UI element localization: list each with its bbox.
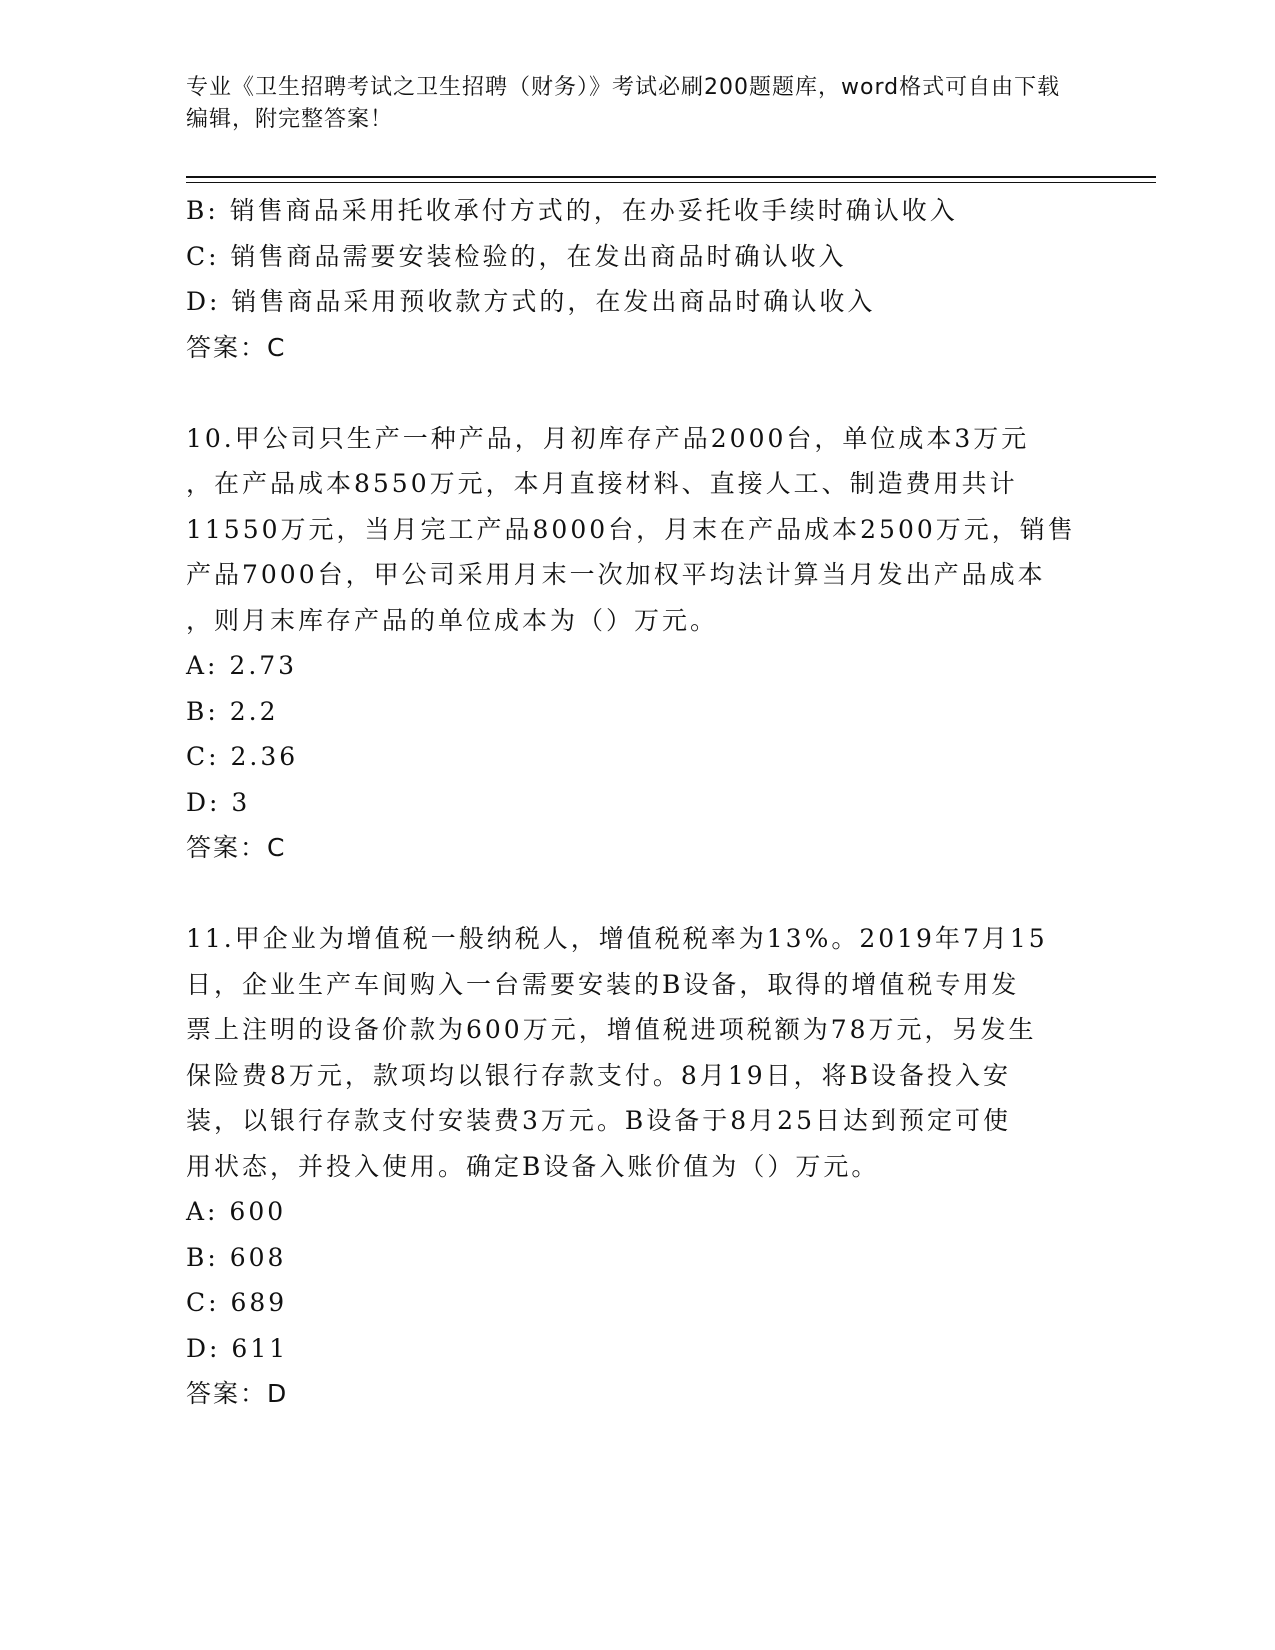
spacer <box>186 871 1086 917</box>
option-a: A: 2.73 <box>186 651 298 680</box>
question-stem-line: ，在产品成本8550万元，本月直接材料、直接人工、制造费用共计 <box>186 469 1018 498</box>
answer: 答案：C <box>186 332 287 362</box>
question-stem-line: 11.甲企业为增值税一般纳税人，增值税税率为13%。2019年7月15 <box>186 924 1048 953</box>
option-b: B: 608 <box>186 1242 287 1272</box>
option-b: B: 销售商品采用托收承付方式的，在办妥托收手续时确认收入 <box>186 196 958 225</box>
question-stem-line: 保险费8万元，款项均以银行存款支付。8月19日，将B设备投入安 <box>186 1060 1011 1090</box>
option-d: D: 611 <box>186 1333 289 1363</box>
question-stem-line: ，则月末库存产品的单位成本为（）万元。 <box>186 605 719 635</box>
question-stem-line: 票上注明的设备价款为600万元，增值税进项税额为78万元，另发生 <box>186 1015 1037 1044</box>
question-stem-line: 装，以银行存款支付安装费3万元。B设备于8月25日达到预定可使 <box>186 1106 1011 1135</box>
spacer <box>186 370 1086 416</box>
header-rule-thick <box>186 176 1156 178</box>
header-rule-thin <box>186 182 1156 183</box>
question-stem-line: 日，企业生产车间购入一台需要安装的B设备，取得的增值税专用发 <box>186 969 1020 999</box>
option-d: D: 销售商品采用预收款方式的，在发出商品时确认收入 <box>186 287 876 316</box>
answer: 答案：D <box>186 1379 289 1408</box>
question-10 <box>186 416 1086 871</box>
question-stem-line: 产品7000台，甲公司采用月末一次加权平均法计算当月发出产品成本 <box>186 560 1046 589</box>
question-stem-line: 用状态，并投入使用。确定B设备入账价值为（）万元。 <box>186 1151 880 1181</box>
question-11 <box>186 916 1086 1417</box>
answer: 答案：C <box>186 833 287 862</box>
option-b: B: 2.2 <box>186 696 279 726</box>
option-c: C: 销售商品需要安装检验的，在发出商品时确认收入 <box>186 241 847 271</box>
option-a: A: 600 <box>186 1197 287 1226</box>
option-c: C: 689 <box>186 1288 288 1317</box>
question-stem-line: 10.甲公司只生产一种产品，月初库存产品2000台，单位成本3万元 <box>186 423 1030 453</box>
document-header: 专业《卫生招聘考试之卫生招聘（财务）》考试必刷200题题库，word格式可自由下载编辑，附完整答案！ <box>186 75 1061 132</box>
question-stem-line: 11550万元，当月完工产品8000台，月末在产品成本2500万元，销售 <box>186 514 1076 544</box>
option-d: D: 3 <box>186 787 251 817</box>
question-9-continued <box>186 188 1086 370</box>
question-content <box>186 188 1086 1417</box>
option-c: C: 2.36 <box>186 742 299 771</box>
